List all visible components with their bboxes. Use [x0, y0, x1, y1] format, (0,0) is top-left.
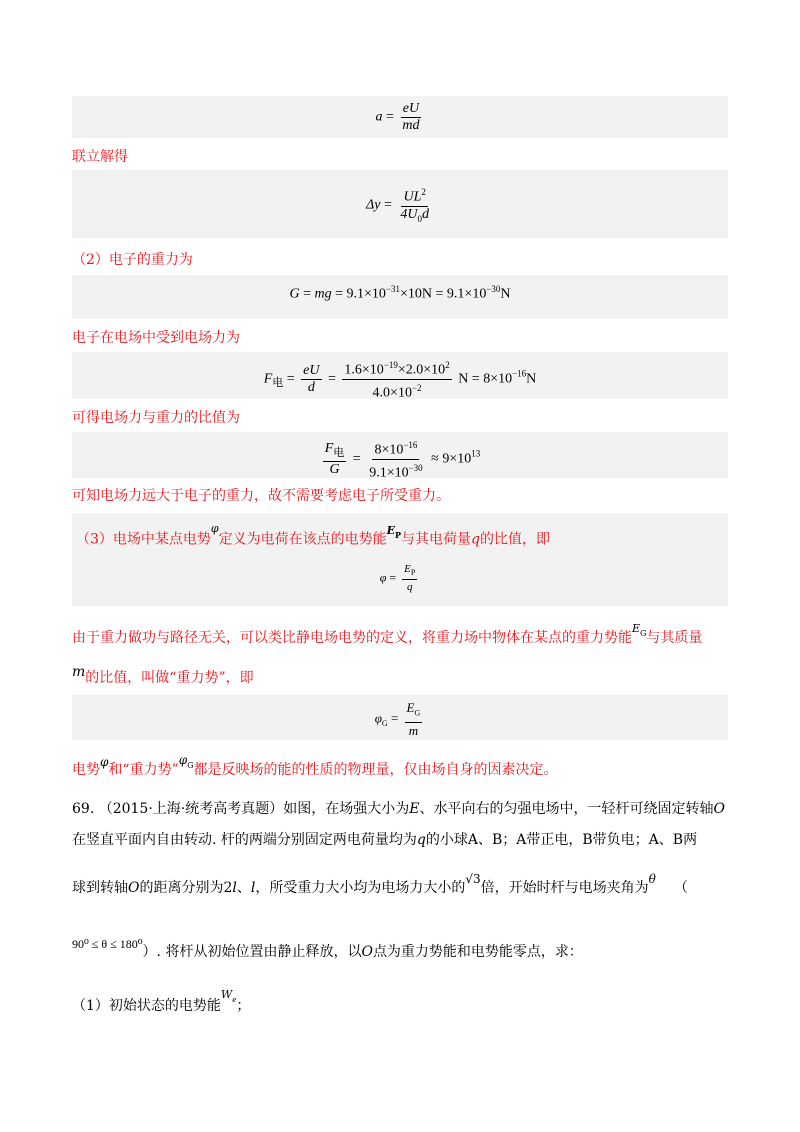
- var-phi: φ: [379, 570, 387, 585]
- equals-sign: =: [390, 710, 399, 726]
- q69-line1-a: 69. （2015·上海·统考高考真题）如图，在场强大小为: [72, 801, 410, 817]
- range-expression: 90⁰ ≤ θ ≤ 180⁰: [72, 937, 143, 951]
- equals-sign-2: =: [328, 371, 336, 387]
- sub-g: G: [381, 718, 388, 728]
- numerator-2: [342, 357, 451, 380]
- q69-sub1-a: （1）初始状态的电势能: [72, 998, 221, 1014]
- numerator: [405, 700, 423, 723]
- equation-box-deflection: [72, 170, 728, 238]
- q69-line3-c: 、: [236, 880, 251, 896]
- analogy-c: 的比值，叫做“重力势”，即: [85, 670, 254, 686]
- equals-sign: =: [383, 197, 392, 213]
- q69-line4: [72, 937, 583, 962]
- den-d: d: [421, 206, 429, 222]
- symbol-l: l: [250, 880, 256, 896]
- symbol-q: q: [471, 531, 480, 548]
- equation-gravity: [72, 279, 728, 305]
- den2: 9.1×10: [369, 465, 409, 481]
- summary-b: 和“重力势”: [108, 762, 179, 778]
- unit-n: N: [500, 286, 511, 302]
- num-sup: 2: [421, 187, 426, 197]
- fraction: [398, 184, 431, 226]
- equation-box-gravity: [72, 275, 728, 319]
- equation-box-gravity-potential: [72, 695, 728, 740]
- symbol-q: q: [416, 832, 426, 848]
- sub-p: P: [410, 568, 416, 578]
- q69-line2-a: 在竖直平面内自由转动. 杆的两端分别固定两电荷量均为: [72, 832, 417, 848]
- symbol-w-sub: e: [232, 995, 237, 1004]
- q69-line3-d: ，所受重力大小均为电场力大小的: [255, 880, 466, 896]
- fraction-1: [323, 441, 347, 478]
- equals-sign: =: [385, 109, 394, 125]
- symbol-o: O: [361, 944, 373, 960]
- equation-box-ratio: [72, 432, 728, 481]
- summary-text: [72, 753, 558, 786]
- q69-line3-b: 的距离分别为2: [139, 880, 233, 896]
- q69-line2-b: 的小球A、B；A带正电，B带负电；A、B两: [425, 832, 698, 848]
- result-exp: −16: [512, 368, 527, 379]
- symbol-phig: φ: [178, 753, 188, 767]
- fraction-1: [301, 363, 321, 396]
- analogy-line2: [72, 664, 254, 688]
- denominator-1: d: [307, 379, 315, 395]
- num2-exp: −16: [403, 440, 418, 450]
- symbol-phig-sub: G: [187, 760, 194, 770]
- part3-d: 的比值，即: [480, 531, 550, 548]
- symbol-ep: E: [386, 523, 396, 537]
- symbol-ep-sub: P: [395, 529, 402, 540]
- symbol-phi: φ: [100, 755, 109, 769]
- fraction: [400, 101, 421, 134]
- q69-line2: [72, 830, 697, 850]
- symbol-l: l: [232, 880, 237, 896]
- q69-sub1: [72, 988, 251, 1022]
- denominator: m: [408, 722, 419, 738]
- equation-field-force: [72, 357, 728, 401]
- q69-line1-b: 、水平向右的匀强电场中，一轻杆可绕固定转轴: [419, 801, 714, 817]
- den-sub: 0: [417, 213, 422, 224]
- numerator-1: [323, 441, 347, 462]
- q69-line3-a: 球到转轴: [72, 880, 128, 896]
- equation-box-acceleration: [72, 96, 728, 138]
- numerator: eU: [402, 101, 420, 116]
- den2: 4.0×10: [372, 385, 412, 401]
- q69-line4-a: ）. 将杆从初始位置由静止释放，以: [142, 944, 362, 960]
- value-mass: = 9.1×10: [335, 286, 386, 302]
- symbol-theta: θ: [648, 872, 656, 886]
- var-mg: mg: [314, 286, 332, 302]
- var-e: E: [406, 700, 415, 715]
- var-g: G: [289, 286, 300, 302]
- part3-b: 定义为电荷在该点的电势能: [218, 531, 387, 548]
- num-text: UL: [403, 189, 422, 205]
- equals-sign: =: [352, 451, 361, 467]
- den2-exp: −2: [411, 382, 422, 393]
- var-e: E: [404, 563, 411, 575]
- analogy-b: 与其质量: [646, 630, 703, 646]
- num2-exp2: 2: [445, 360, 450, 370]
- symbol-phi: φ: [210, 522, 219, 535]
- symbol-o: O: [128, 880, 140, 896]
- var-f: F: [263, 371, 273, 387]
- sub-e: 电: [272, 377, 284, 390]
- symbol-e: E: [409, 801, 420, 817]
- var-phi: φ: [374, 710, 382, 726]
- fraction-2: [342, 357, 451, 401]
- summary-c: 都是反映场的能的性质的物理量，仅由场自身的因素决定。: [193, 762, 558, 778]
- equation-acceleration: [72, 101, 728, 134]
- equation-phig: [72, 700, 728, 739]
- var-f: F: [324, 440, 334, 456]
- numerator-2: [372, 437, 419, 460]
- part3-c: 与其电荷量: [401, 531, 472, 548]
- q69-line1: [72, 799, 725, 819]
- unit-n: N: [526, 371, 537, 387]
- numerator: [402, 563, 417, 580]
- equals-sign: =: [303, 286, 312, 302]
- part2-text: （2）电子的重力为: [72, 252, 193, 268]
- numerator-1: eU: [303, 362, 320, 378]
- fraction: [405, 700, 423, 739]
- q69-line3-f: （: [673, 880, 688, 896]
- den2-exp: −30: [408, 462, 423, 473]
- equation-box-field-force: [72, 352, 728, 399]
- symbol-eg-sub: G: [640, 628, 647, 638]
- ratio-text: 可得电场力与重力的比值为: [72, 410, 240, 426]
- denominator: q: [406, 581, 413, 594]
- fraction-2: [367, 437, 424, 481]
- field-force-text: 电子在电场中受到电场力为: [72, 330, 240, 346]
- equation-box-potential: [72, 513, 728, 606]
- num2: 8×10: [374, 442, 404, 458]
- exp-1: −31: [385, 284, 401, 294]
- symbol-w: W: [220, 988, 233, 1001]
- conclusion-text: 可知电场力远大于电子的重力，故不需要考虑电子所受重力。: [72, 488, 450, 504]
- num2-a: 1.6×10: [344, 362, 384, 378]
- num2-b: ×2.0×10: [397, 362, 446, 378]
- sub-e: 电: [333, 446, 345, 459]
- value-mid: ×10N = 9.1×10: [400, 286, 487, 302]
- denominator-1: G: [329, 461, 340, 477]
- symbol-o: O: [713, 801, 725, 817]
- equation-deflection: [72, 184, 728, 226]
- denominator-2: [367, 460, 424, 482]
- q69-line4-b: 点为重力势能和电势能零点，求：: [372, 944, 583, 960]
- var-dy: Δy: [366, 197, 381, 213]
- analogy-a: 由于重力做功与路径无关，可以类比静电场电势的定义，将重力场中物体在某点的重力势能: [72, 630, 632, 646]
- equals-sign: =: [286, 371, 295, 387]
- q69-sub1-b: ；: [236, 998, 251, 1014]
- lianli-text: 联立解得: [72, 149, 128, 165]
- equation-phi: [72, 563, 728, 594]
- denominator: [398, 207, 431, 227]
- result: N = 8×10: [458, 371, 513, 387]
- var-a: a: [375, 109, 383, 125]
- denominator-2: [371, 380, 424, 402]
- den-text: 4U: [400, 206, 418, 222]
- sub-g-num: G: [414, 708, 421, 718]
- part3-text: [76, 522, 550, 554]
- fraction: [402, 563, 417, 594]
- exp-2: −30: [486, 284, 501, 294]
- equals-sign: =: [389, 570, 397, 585]
- num2-exp: −19: [383, 360, 398, 370]
- q69-line3-e: 倍，开始时杆与电场夹角为: [480, 880, 649, 896]
- symbol-m: m: [72, 664, 86, 680]
- equation-ratio: [72, 437, 728, 481]
- symbol-eg: E: [632, 622, 641, 635]
- symbol-sqrt3: √3: [465, 872, 481, 886]
- numerator: [401, 184, 427, 207]
- denominator: md: [402, 118, 420, 133]
- approx-exp: 13: [471, 448, 481, 459]
- analogy-line1: [72, 622, 703, 654]
- approx: ≈ 9×10: [431, 451, 472, 467]
- part3-a: （3）电场中某点电势: [76, 531, 211, 548]
- summary-a: 电势: [72, 762, 100, 778]
- q69-line3: [72, 872, 688, 898]
